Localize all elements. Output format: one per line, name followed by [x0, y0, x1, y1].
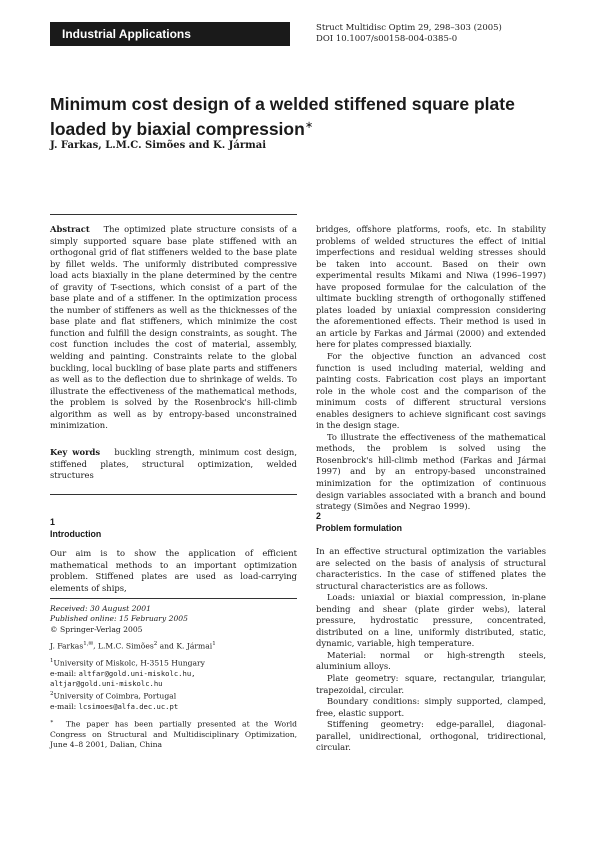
paper-authors: J. Farkas, L.M.C. Simões and K. Jármai	[50, 140, 266, 151]
journal-info	[316, 23, 502, 45]
intro-paragraph-3: To illustrate the effectiveness of the mathematical methods, the problem is solved using the Rosenbrock's hill-climb method (Farkas and Jármai 1997) and by an entropy-based unconstrained minimization for the optimization of continuous design variables associated with a branch and bound strategy (Simões and Negrao 1999).	[316, 431, 546, 512]
published-date: Published online: 15 February 2005	[50, 614, 188, 624]
affiliation-1	[50, 656, 297, 669]
section-2-title: Problem formulation	[316, 523, 403, 533]
email-link-2[interactable]: altjar@gold.uni-miskolc.hu	[50, 678, 163, 688]
section-banner	[50, 22, 290, 46]
section-label: Industrial Applications	[62, 27, 191, 41]
affiliation-2	[50, 689, 297, 702]
section-2-text	[316, 546, 546, 754]
footnote-authors	[50, 639, 297, 652]
affiliation-2-mark: 2	[50, 691, 54, 698]
email-line-3	[50, 702, 297, 712]
keywords-block	[50, 447, 297, 482]
presentation-note-mark: ∗	[50, 719, 54, 726]
paper-title-text: Minimum cost design of a welded stiffened square plate loaded by biaxial compression	[50, 94, 515, 139]
email-link-3[interactable]: lcsimoes@alfa.dec.uc.pt	[78, 701, 179, 711]
footnote-author-2-mark: 2	[153, 640, 158, 647]
paper-title	[50, 94, 550, 140]
footnote-author-3: and K. Jármai	[157, 641, 213, 651]
keywords-label: Key words	[50, 447, 101, 457]
section-2-paragraph-4: Plate geometry: square, rectangular, triangular, trapezoidal, circular.	[316, 673, 546, 695]
section-2-paragraph-2: Loads: uniaxial or biaxial compression, in-plane bending and shear (plate girder webs), lateral pressure, hydrostatic pressure, concentrated, distributed on a line, uniformly distributed, static, dynamic, variable, high temperature.	[316, 592, 546, 649]
affiliation-1-mark: 1	[50, 657, 54, 664]
footnote-author-3-mark: 1	[212, 640, 216, 647]
abstract-block	[50, 224, 297, 432]
affiliation-1-text: University of Miskolc, H-3515 Hungary	[53, 658, 205, 668]
section-2-paragraph-6: Stiffening geometry: edge-parallel, diagonal-parallel, unidirectional, orthogonal, tridirectional, circular.	[316, 719, 546, 753]
title-footnote-mark: ∗	[304, 120, 314, 131]
email-line-2	[50, 679, 297, 689]
section-2-paragraph-3: Material: normal or high-strength steels, aluminium alloys.	[316, 649, 546, 672]
email-link-1[interactable]: altfar@gold.uni-miskolc.hu,	[78, 668, 196, 678]
email-line-1	[50, 669, 297, 679]
journal-citation: Struct Multidisc Optim 29, 298–303 (2005)	[316, 23, 502, 33]
footnote-rule	[50, 598, 297, 599]
section-2-paragraph-1: In an effective structural optimization the variables are selected on the basis of analysis of structural characteristics. In the case of stiffened plates the structural characteristics are as follows.	[316, 546, 546, 591]
email-label-3: e-mail:	[50, 701, 77, 711]
abstract-text: The optimized plate structure consists of a simply supported square base plate stiffened with an orthogonal grid of flat stiffeners welded to the base plate by fillet welds. The uniformly distributed compressive load acts biaxially in the plane determined by the centre of gravity of T-sections, which consist of a part of the base plate and of a stiffener. In the optimization process the number of stiffeners as well as the thicknesses of the base plate and flat stiffeners, which minimize the cost function and fulfill the design constraints, as sought. The cost function includes the cost of material, assembly, welding and painting. Constraints relate to the global buckling, local buckling of base plate parts and stiffeners as well as to the deflection due to shrinkage of welds. To illustrate the effectiveness of the mathematical methods, the problem is solved by the Rosenbrock's hill-climb algorithm as well as by entropy-based unconstrained minimization.	[50, 224, 297, 431]
footnote-author-1: J. Farkas	[50, 641, 84, 651]
intro-paragraph-1: bridges, offshore platforms, roofs, etc. In stability problems of welded structures the effect of initial imperfections and residual welding stresses should be taken into account. Based on their own experimental results Mikami and Niwa (1996–1997) have proposed formulae for the calculation of the ultimate buckling strength of orthogonally stiffened plates loaded by uniaxial compression considering the aforementioned effects. Their method is used in an article by Farkas and Jármai (2000) and extended here for plates compressed biaxially.	[316, 224, 546, 350]
keywords-text: buckling strength, minimum cost design, stiffened plates, structural optimization, welded structures	[50, 447, 297, 481]
section-1-title: Introduction	[50, 529, 102, 539]
footnote-author-2: , L.M.C. Simões	[93, 641, 154, 651]
email-label-1: e-mail:	[50, 668, 77, 678]
copyright: © Springer-Verlag 2005	[50, 624, 143, 634]
abstract-label: Abstract	[50, 224, 90, 234]
footnote-author-1-mark: 1,✉	[83, 640, 94, 647]
abstract-bottom-rule	[50, 494, 297, 495]
doi: DOI 10.1007/s00158-004-0385-0	[316, 34, 458, 44]
intro-continuation	[316, 224, 546, 513]
section-1-number: 1	[50, 517, 55, 527]
footnotes	[50, 604, 297, 751]
abstract-top-rule	[50, 214, 297, 215]
section-2-number: 2	[316, 511, 321, 521]
section-1-paragraph: Our aim is to show the application of efficient mathematical methods to an important optimization problem. Stiffened plates are used as load-carrying elements of ships,	[50, 548, 297, 593]
section-1-text	[50, 548, 297, 594]
received-date: Received: 30 August 2001	[50, 604, 151, 613]
affiliation-2-text: University of Coimbra, Portugal	[53, 691, 177, 701]
presentation-note	[50, 717, 297, 750]
section-2-paragraph-5: Boundary conditions: simply supported, clamped, free, elastic support.	[316, 696, 546, 718]
presentation-note-text: The paper has been partially presented at the World Congress on Structural and Multidisciplinary Optimization, June 4–8 2001, Dalian, China	[50, 719, 297, 750]
intro-paragraph-2: For the objective function an advanced cost function is used including material, welding and painting costs. Fabrication cost plays an important role in the whole cost and the comparison of the minimum costs of different structural versions enables designers to achieve significant cost savings in the design stage.	[316, 351, 546, 431]
